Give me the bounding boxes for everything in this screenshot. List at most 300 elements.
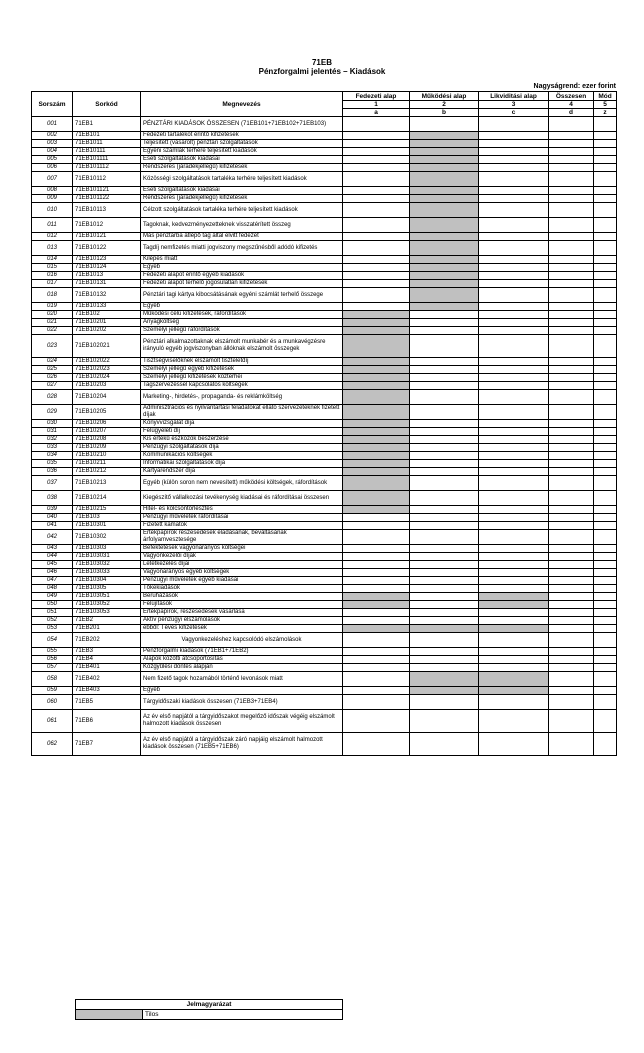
- value-cell-col-5[interactable]: [594, 233, 617, 241]
- value-cell-col-2[interactable]: [410, 366, 479, 374]
- value-cell-col-5[interactable]: [594, 561, 617, 569]
- value-cell-col-3[interactable]: [479, 358, 549, 366]
- value-cell-col-3[interactable]: [479, 164, 549, 172]
- value-cell-col-2[interactable]: [410, 530, 479, 545]
- table-row: [32, 140, 617, 148]
- value-cell-col-1[interactable]: [343, 561, 410, 569]
- value-cell-col-1[interactable]: [343, 303, 410, 311]
- value-cell-col-5[interactable]: [594, 405, 617, 420]
- value-cell-col-3[interactable]: [479, 617, 549, 625]
- value-cell-col-3[interactable]: [479, 710, 549, 733]
- value-cell-col-5[interactable]: [594, 428, 617, 436]
- row-name: Kiegészítő vállalkozási tevékenység kiadásai és ráfordításai összesen: [141, 491, 343, 506]
- value-cell-col-3[interactable]: [479, 241, 549, 256]
- value-cell-col-1[interactable]: [343, 553, 410, 561]
- value-cell-col-5[interactable]: [594, 335, 617, 358]
- value-cell-col-3[interactable]: [479, 530, 549, 545]
- value-cell-col-1[interactable]: [343, 687, 410, 695]
- value-cell-col-3[interactable]: [479, 172, 549, 187]
- value-cell-col-1: [343, 420, 410, 428]
- value-cell-col-2[interactable]: [410, 382, 479, 390]
- value-cell-col-4[interactable]: [549, 303, 594, 311]
- value-cell-col-5[interactable]: [594, 687, 617, 695]
- value-cell-col-3[interactable]: [479, 203, 549, 218]
- value-cell-col-4[interactable]: [549, 672, 594, 687]
- value-cell-col-1[interactable]: [343, 617, 410, 625]
- value-cell-col-5[interactable]: [594, 633, 617, 648]
- value-cell-col-3[interactable]: [479, 491, 549, 506]
- value-cell-col-4[interactable]: [549, 172, 594, 187]
- value-cell-col-2[interactable]: [410, 319, 479, 327]
- value-cell-col-5[interactable]: [594, 491, 617, 506]
- value-cell-col-4[interactable]: [549, 335, 594, 358]
- table-row: [32, 374, 617, 382]
- value-cell-col-5[interactable]: [594, 148, 617, 156]
- value-cell-col-1[interactable]: [343, 218, 410, 233]
- value-cell-col-2[interactable]: [410, 601, 479, 609]
- value-cell-col-3[interactable]: [479, 733, 549, 756]
- value-cell-col-2[interactable]: [410, 436, 479, 444]
- value-cell-col-4[interactable]: [549, 648, 594, 656]
- row-number: 018: [32, 288, 73, 303]
- value-cell-col-2[interactable]: [410, 514, 479, 522]
- value-cell-col-4[interactable]: [549, 117, 594, 132]
- value-cell-col-2[interactable]: [410, 327, 479, 335]
- value-cell-col-4[interactable]: [549, 140, 594, 148]
- value-cell-col-1[interactable]: [343, 656, 410, 664]
- value-cell-col-2[interactable]: [410, 545, 479, 553]
- value-cell-col-1[interactable]: [343, 585, 410, 593]
- value-cell-col-4[interactable]: [549, 553, 594, 561]
- value-cell-col-5[interactable]: [594, 656, 617, 664]
- value-cell-col-5[interactable]: [594, 319, 617, 327]
- value-cell-col-1[interactable]: [343, 733, 410, 756]
- value-cell-col-2: [410, 218, 479, 233]
- value-cell-col-2[interactable]: [410, 117, 479, 132]
- value-cell-col-2[interactable]: [410, 633, 479, 648]
- value-cell-col-2[interactable]: [410, 569, 479, 577]
- value-cell-col-2[interactable]: [410, 710, 479, 733]
- value-cell-col-4[interactable]: [549, 522, 594, 530]
- table-row: [32, 366, 617, 374]
- value-cell-col-4[interactable]: [549, 164, 594, 172]
- value-cell-col-2[interactable]: [410, 609, 479, 617]
- value-cell-col-1[interactable]: [343, 545, 410, 553]
- value-cell-col-3[interactable]: [479, 256, 549, 264]
- value-cell-col-5[interactable]: [594, 156, 617, 164]
- value-cell-col-4[interactable]: [549, 327, 594, 335]
- value-cell-col-2[interactable]: [410, 506, 479, 514]
- value-cell-col-3[interactable]: [479, 233, 549, 241]
- value-cell-col-3[interactable]: [479, 280, 549, 288]
- value-cell-col-3[interactable]: [479, 303, 549, 311]
- row-name: Egyéb: [141, 264, 343, 272]
- value-cell-col-2[interactable]: [410, 460, 479, 468]
- value-cell-col-1[interactable]: [343, 530, 410, 545]
- value-cell-col-2[interactable]: [410, 358, 479, 366]
- value-cell-col-2: [410, 272, 479, 280]
- value-cell-col-1[interactable]: [343, 710, 410, 733]
- value-cell-col-2[interactable]: [410, 656, 479, 664]
- value-cell-col-2[interactable]: [410, 491, 479, 506]
- value-cell-col-1[interactable]: [343, 514, 410, 522]
- value-cell-col-5[interactable]: [594, 514, 617, 522]
- value-cell-col-3[interactable]: [479, 327, 549, 335]
- value-cell-col-2[interactable]: [410, 561, 479, 569]
- value-cell-col-3[interactable]: [479, 609, 549, 617]
- value-cell-col-5[interactable]: [594, 218, 617, 233]
- value-cell-col-4[interactable]: [549, 593, 594, 601]
- row-name: Értékpapírok részesedések eladásának, beváltásának árfolyamvesztesége: [141, 530, 343, 545]
- value-cell-col-1[interactable]: [343, 280, 410, 288]
- row-number: 030: [32, 420, 73, 428]
- value-cell-col-1[interactable]: [343, 577, 410, 585]
- value-cell-col-4[interactable]: [549, 514, 594, 522]
- value-cell-col-5[interactable]: [594, 132, 617, 140]
- value-cell-col-1[interactable]: [343, 132, 410, 140]
- value-cell-col-1[interactable]: [343, 187, 410, 195]
- value-cell-col-2[interactable]: [410, 553, 479, 561]
- row-number: 006: [32, 164, 73, 172]
- value-cell-col-5[interactable]: [594, 288, 617, 303]
- value-cell-col-3[interactable]: [479, 545, 549, 553]
- value-cell-col-5[interactable]: [594, 203, 617, 218]
- value-cell-col-2[interactable]: [410, 390, 479, 405]
- value-cell-col-4[interactable]: [549, 695, 594, 710]
- value-cell-col-3[interactable]: [479, 444, 549, 452]
- value-cell-col-3[interactable]: [479, 132, 549, 140]
- value-cell-col-2: [410, 164, 479, 172]
- row-name: Pénzügyi műveletek egyéb kiadásai: [141, 577, 343, 585]
- value-cell-col-4[interactable]: [549, 468, 594, 476]
- value-cell-col-5[interactable]: [594, 164, 617, 172]
- value-cell-col-1[interactable]: [343, 156, 410, 164]
- value-cell-col-3[interactable]: [479, 585, 549, 593]
- value-cell-col-2[interactable]: [410, 577, 479, 585]
- table-row: [32, 436, 617, 444]
- row-name: Működési célú kifizetések, ráfordítások: [141, 311, 343, 319]
- row-name: Pénzforgalmi kiadások (71EB1+71EB2): [141, 648, 343, 656]
- value-cell-col-5[interactable]: [594, 648, 617, 656]
- value-cell-col-5[interactable]: [594, 468, 617, 476]
- value-cell-col-3[interactable]: [479, 319, 549, 327]
- header-num-2: 2: [410, 101, 479, 109]
- value-cell-col-5[interactable]: [594, 609, 617, 617]
- value-cell-col-1[interactable]: [343, 522, 410, 530]
- value-cell-col-2[interactable]: [410, 374, 479, 382]
- value-cell-col-4[interactable]: [549, 530, 594, 545]
- value-cell-col-3[interactable]: [479, 366, 549, 374]
- value-cell-col-3[interactable]: [479, 569, 549, 577]
- value-cell-col-2[interactable]: [410, 695, 479, 710]
- value-cell-col-5[interactable]: [594, 625, 617, 633]
- value-cell-col-2[interactable]: [410, 420, 479, 428]
- value-cell-col-5[interactable]: [594, 530, 617, 545]
- value-cell-col-1[interactable]: [343, 264, 410, 272]
- value-cell-col-5[interactable]: [594, 672, 617, 687]
- value-cell-col-2[interactable]: [410, 593, 479, 601]
- value-cell-col-5[interactable]: [594, 585, 617, 593]
- value-cell-col-2[interactable]: [410, 476, 479, 491]
- value-cell-col-5[interactable]: [594, 601, 617, 609]
- value-cell-col-1: [343, 366, 410, 374]
- value-cell-col-4[interactable]: [549, 452, 594, 460]
- value-cell-col-5[interactable]: [594, 733, 617, 756]
- value-cell-col-1[interactable]: [343, 203, 410, 218]
- value-cell-col-2[interactable]: [410, 405, 479, 420]
- value-cell-col-5[interactable]: [594, 311, 617, 319]
- value-cell-col-3[interactable]: [479, 390, 549, 405]
- value-cell-col-4[interactable]: [549, 311, 594, 319]
- value-cell-col-1[interactable]: [343, 148, 410, 156]
- value-cell-col-4[interactable]: [549, 436, 594, 444]
- value-cell-col-1[interactable]: [343, 172, 410, 187]
- value-cell-col-4[interactable]: [549, 625, 594, 633]
- value-cell-col-5[interactable]: [594, 436, 617, 444]
- value-cell-col-4[interactable]: [549, 633, 594, 648]
- value-cell-col-5[interactable]: [594, 280, 617, 288]
- value-cell-col-4[interactable]: [549, 476, 594, 491]
- table-row: [32, 327, 617, 335]
- row-name: Más pénztárba átlépő tag által elvitt fedezet: [141, 233, 343, 241]
- value-cell-col-5[interactable]: [594, 172, 617, 187]
- value-cell-col-3[interactable]: [479, 476, 549, 491]
- value-cell-col-4[interactable]: [549, 203, 594, 218]
- value-cell-col-5[interactable]: [594, 374, 617, 382]
- value-cell-col-5[interactable]: [594, 303, 617, 311]
- value-cell-col-3[interactable]: [479, 577, 549, 585]
- value-cell-col-2[interactable]: [410, 617, 479, 625]
- value-cell-col-5[interactable]: [594, 553, 617, 561]
- value-cell-col-3[interactable]: [479, 428, 549, 436]
- value-cell-col-4[interactable]: [549, 687, 594, 695]
- value-cell-col-4[interactable]: [549, 256, 594, 264]
- value-cell-col-3[interactable]: [479, 436, 549, 444]
- value-cell-col-3[interactable]: [479, 648, 549, 656]
- value-cell-col-1[interactable]: [343, 233, 410, 241]
- value-cell-col-4[interactable]: [549, 545, 594, 553]
- value-cell-col-4[interactable]: [549, 358, 594, 366]
- value-cell-col-4[interactable]: [549, 405, 594, 420]
- value-cell-col-5[interactable]: [594, 366, 617, 374]
- value-cell-col-3[interactable]: [479, 311, 549, 319]
- value-cell-col-3[interactable]: [479, 633, 549, 648]
- value-cell-col-5[interactable]: [594, 420, 617, 428]
- value-cell-col-3: [479, 593, 549, 601]
- value-cell-col-4[interactable]: [549, 420, 594, 428]
- value-cell-col-3[interactable]: [479, 405, 549, 420]
- value-cell-col-4[interactable]: [549, 218, 594, 233]
- value-cell-col-4[interactable]: [549, 491, 594, 506]
- value-cell-col-5[interactable]: [594, 117, 617, 132]
- value-cell-col-4[interactable]: [549, 241, 594, 256]
- value-cell-col-4[interactable]: [549, 585, 594, 593]
- value-cell-col-4[interactable]: [549, 319, 594, 327]
- value-cell-col-5[interactable]: [594, 256, 617, 264]
- value-cell-col-2[interactable]: [410, 585, 479, 593]
- value-cell-col-4[interactable]: [549, 280, 594, 288]
- value-cell-col-1[interactable]: [343, 195, 410, 203]
- value-cell-col-4[interactable]: [549, 366, 594, 374]
- value-cell-col-5[interactable]: [594, 382, 617, 390]
- value-cell-col-4[interactable]: [549, 577, 594, 585]
- value-cell-col-3[interactable]: [479, 187, 549, 195]
- value-cell-col-2[interactable]: [410, 444, 479, 452]
- table-row: [32, 280, 617, 288]
- value-cell-col-3[interactable]: [479, 140, 549, 148]
- value-cell-col-3[interactable]: [479, 656, 549, 664]
- value-cell-col-1: [343, 390, 410, 405]
- value-cell-col-2[interactable]: [410, 733, 479, 756]
- row-number: 036: [32, 468, 73, 476]
- row-code: 71EB10210: [73, 452, 141, 460]
- value-cell-col-5[interactable]: [594, 452, 617, 460]
- header-megnevezes: Megnevezés: [141, 92, 343, 117]
- value-cell-col-5[interactable]: [594, 272, 617, 280]
- value-cell-col-2[interactable]: [410, 522, 479, 530]
- value-cell-col-5[interactable]: [594, 593, 617, 601]
- value-cell-col-4[interactable]: [549, 428, 594, 436]
- value-cell-col-3[interactable]: [479, 664, 549, 672]
- value-cell-col-3[interactable]: [479, 561, 549, 569]
- row-name: Felügyeleti díj: [141, 428, 343, 436]
- value-cell-col-1[interactable]: [343, 117, 410, 132]
- value-cell-col-4[interactable]: [549, 617, 594, 625]
- value-cell-col-2[interactable]: [410, 335, 479, 358]
- value-cell-col-3[interactable]: [479, 468, 549, 476]
- value-cell-col-5[interactable]: [594, 569, 617, 577]
- value-cell-col-4[interactable]: [549, 609, 594, 617]
- row-name: Hitel- és kölcsöntörlesztés: [141, 506, 343, 514]
- value-cell-col-1[interactable]: [343, 569, 410, 577]
- value-cell-col-2[interactable]: [410, 428, 479, 436]
- value-cell-col-1[interactable]: [343, 648, 410, 656]
- row-name: Közösségi szolgáltatások tartaléka terhére teljesített kiadások: [141, 172, 343, 187]
- value-cell-col-5[interactable]: [594, 444, 617, 452]
- value-cell-col-2: [410, 233, 479, 241]
- value-cell-col-4[interactable]: [549, 710, 594, 733]
- value-cell-col-3[interactable]: [479, 195, 549, 203]
- value-cell-col-4[interactable]: [549, 195, 594, 203]
- value-cell-col-4[interactable]: [549, 187, 594, 195]
- value-cell-col-1: [343, 468, 410, 476]
- value-cell-col-1[interactable]: [343, 140, 410, 148]
- value-cell-col-5[interactable]: [594, 506, 617, 514]
- value-cell-col-1[interactable]: [343, 672, 410, 687]
- value-cell-col-4[interactable]: [549, 444, 594, 452]
- value-cell-col-1[interactable]: [343, 633, 410, 648]
- value-cell-col-3[interactable]: [479, 272, 549, 280]
- value-cell-col-3[interactable]: [479, 420, 549, 428]
- value-cell-col-5[interactable]: [594, 577, 617, 585]
- value-cell-col-5[interactable]: [594, 358, 617, 366]
- value-cell-col-4[interactable]: [549, 569, 594, 577]
- value-cell-col-1[interactable]: [343, 256, 410, 264]
- value-cell-col-2[interactable]: [410, 648, 479, 656]
- value-cell-col-5[interactable]: [594, 476, 617, 491]
- value-cell-col-3[interactable]: [479, 695, 549, 710]
- value-cell-col-4[interactable]: [549, 382, 594, 390]
- value-cell-col-3[interactable]: [479, 452, 549, 460]
- value-cell-col-5[interactable]: [594, 241, 617, 256]
- value-cell-col-1[interactable]: [343, 609, 410, 617]
- value-cell-col-3[interactable]: [479, 514, 549, 522]
- value-cell-col-3[interactable]: [479, 264, 549, 272]
- row-code: 71EB101111: [73, 156, 141, 164]
- value-cell-col-4[interactable]: [549, 601, 594, 609]
- value-cell-col-5[interactable]: [594, 460, 617, 468]
- value-cell-col-3[interactable]: [479, 460, 549, 468]
- value-cell-col-5[interactable]: [594, 327, 617, 335]
- value-cell-col-1[interactable]: [343, 241, 410, 256]
- value-cell-col-1[interactable]: [343, 164, 410, 172]
- value-cell-col-3[interactable]: [479, 117, 549, 132]
- value-cell-col-4[interactable]: [549, 156, 594, 164]
- value-cell-col-3[interactable]: [479, 382, 549, 390]
- value-cell-col-3[interactable]: [479, 506, 549, 514]
- value-cell-col-4[interactable]: [549, 148, 594, 156]
- value-cell-col-3[interactable]: [479, 522, 549, 530]
- value-cell-col-4[interactable]: [549, 664, 594, 672]
- value-cell-col-1[interactable]: [343, 695, 410, 710]
- value-cell-col-4[interactable]: [549, 233, 594, 241]
- value-cell-col-5[interactable]: [594, 617, 617, 625]
- value-cell-col-2: [410, 132, 479, 140]
- value-cell-col-5[interactable]: [594, 195, 617, 203]
- value-cell-col-4[interactable]: [549, 132, 594, 140]
- value-cell-col-4[interactable]: [549, 264, 594, 272]
- value-cell-col-5[interactable]: [594, 187, 617, 195]
- value-cell-col-5[interactable]: [594, 140, 617, 148]
- value-cell-col-4[interactable]: [549, 460, 594, 468]
- row-number: 001: [32, 117, 73, 132]
- value-cell-col-4[interactable]: [549, 374, 594, 382]
- value-cell-col-2[interactable]: [410, 452, 479, 460]
- value-cell-col-5[interactable]: [594, 664, 617, 672]
- value-cell-col-4[interactable]: [549, 272, 594, 280]
- value-cell-col-5[interactable]: [594, 695, 617, 710]
- value-cell-col-4[interactable]: [549, 656, 594, 664]
- row-number: 053: [32, 625, 73, 633]
- value-cell-col-2: [410, 288, 479, 303]
- value-cell-col-5[interactable]: [594, 545, 617, 553]
- value-cell-col-5[interactable]: [594, 390, 617, 405]
- row-code: 71EB103053: [73, 609, 141, 617]
- value-cell-col-2: [410, 687, 479, 695]
- value-cell-col-3[interactable]: [479, 156, 549, 164]
- value-cell-col-5[interactable]: [594, 264, 617, 272]
- value-cell-col-4[interactable]: [549, 561, 594, 569]
- value-cell-col-4[interactable]: [549, 506, 594, 514]
- value-cell-col-1[interactable]: [343, 272, 410, 280]
- value-cell-col-2[interactable]: [410, 664, 479, 672]
- value-cell-col-4[interactable]: [549, 288, 594, 303]
- value-cell-col-3[interactable]: [479, 218, 549, 233]
- value-cell-col-3[interactable]: [479, 148, 549, 156]
- value-cell-col-2[interactable]: [410, 468, 479, 476]
- value-cell-col-4[interactable]: [549, 390, 594, 405]
- value-cell-col-4[interactable]: [549, 733, 594, 756]
- value-cell-col-3[interactable]: [479, 335, 549, 358]
- value-cell-col-5[interactable]: [594, 710, 617, 733]
- value-cell-col-3[interactable]: [479, 553, 549, 561]
- value-cell-col-1[interactable]: [343, 664, 410, 672]
- value-cell-col-3[interactable]: [479, 374, 549, 382]
- value-cell-col-2[interactable]: [410, 311, 479, 319]
- value-cell-col-5[interactable]: [594, 522, 617, 530]
- value-cell-col-3[interactable]: [479, 288, 549, 303]
- value-cell-col-1[interactable]: [343, 288, 410, 303]
